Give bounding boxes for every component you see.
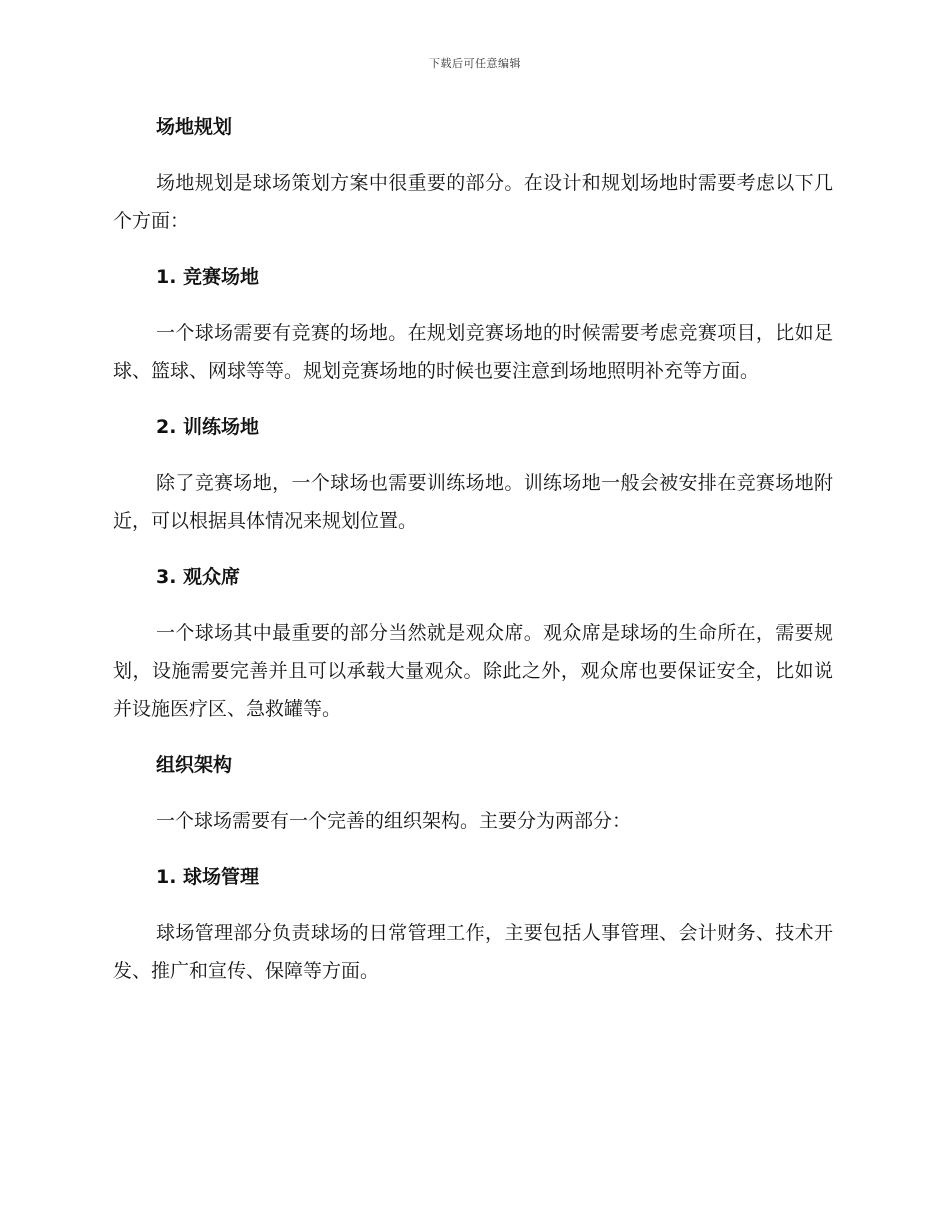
paragraph-spectator-seating: 一个球场其中最重要的部分当然就是观众席。观众席是球场的生命所在，需要规划，设施需要完善并且可以承载大量观众。除此之外，观众席也要保证安全，比如说并设施医疗区、急救罐等。 — [113, 622, 833, 720]
paragraph-stadium-management: 球场管理部分负责球场的日常管理工作，主要包括人事管理、会计财务、技术开发、推广和宣传、保障等方面。 — [113, 922, 833, 982]
page-header-note: 下载后可任意编辑 — [429, 57, 521, 70]
paragraph-site-planning-intro: 场地规划是球场策划方案中很重要的部分。在设计和规划场地时需要考虑以下几个方面： — [113, 172, 833, 232]
section-heading-site-planning: 场地规划 — [156, 116, 233, 138]
paragraph-org-structure-intro: 一个球场需要有一个完善的组织架构。主要分为两部分： — [156, 810, 632, 832]
subheading-training-venue: 2. 训练场地 — [156, 416, 260, 438]
subheading-spectator-seating: 3. 观众席 — [156, 566, 241, 588]
paragraph-training-venue: 除了竞赛场地，一个球场也需要训练场地。训练场地一般会被安排在竞赛场地附近，可以根据具体情况来规划位置。 — [113, 472, 833, 532]
section-heading-org-structure: 组织架构 — [156, 754, 233, 776]
subheading-stadium-management: 1. 球场管理 — [156, 866, 260, 888]
subheading-competition-venue: 1. 竞赛场地 — [156, 266, 260, 288]
document-body — [113, 108, 833, 1008]
paragraph-competition-venue: 一个球场需要有竞赛的场地。在规划竞赛场地的时候需要考虑竞赛项目，比如足球、篮球、网球等等。规划竞赛场地的时候也要注意到场地照明补充等方面。 — [113, 322, 833, 382]
